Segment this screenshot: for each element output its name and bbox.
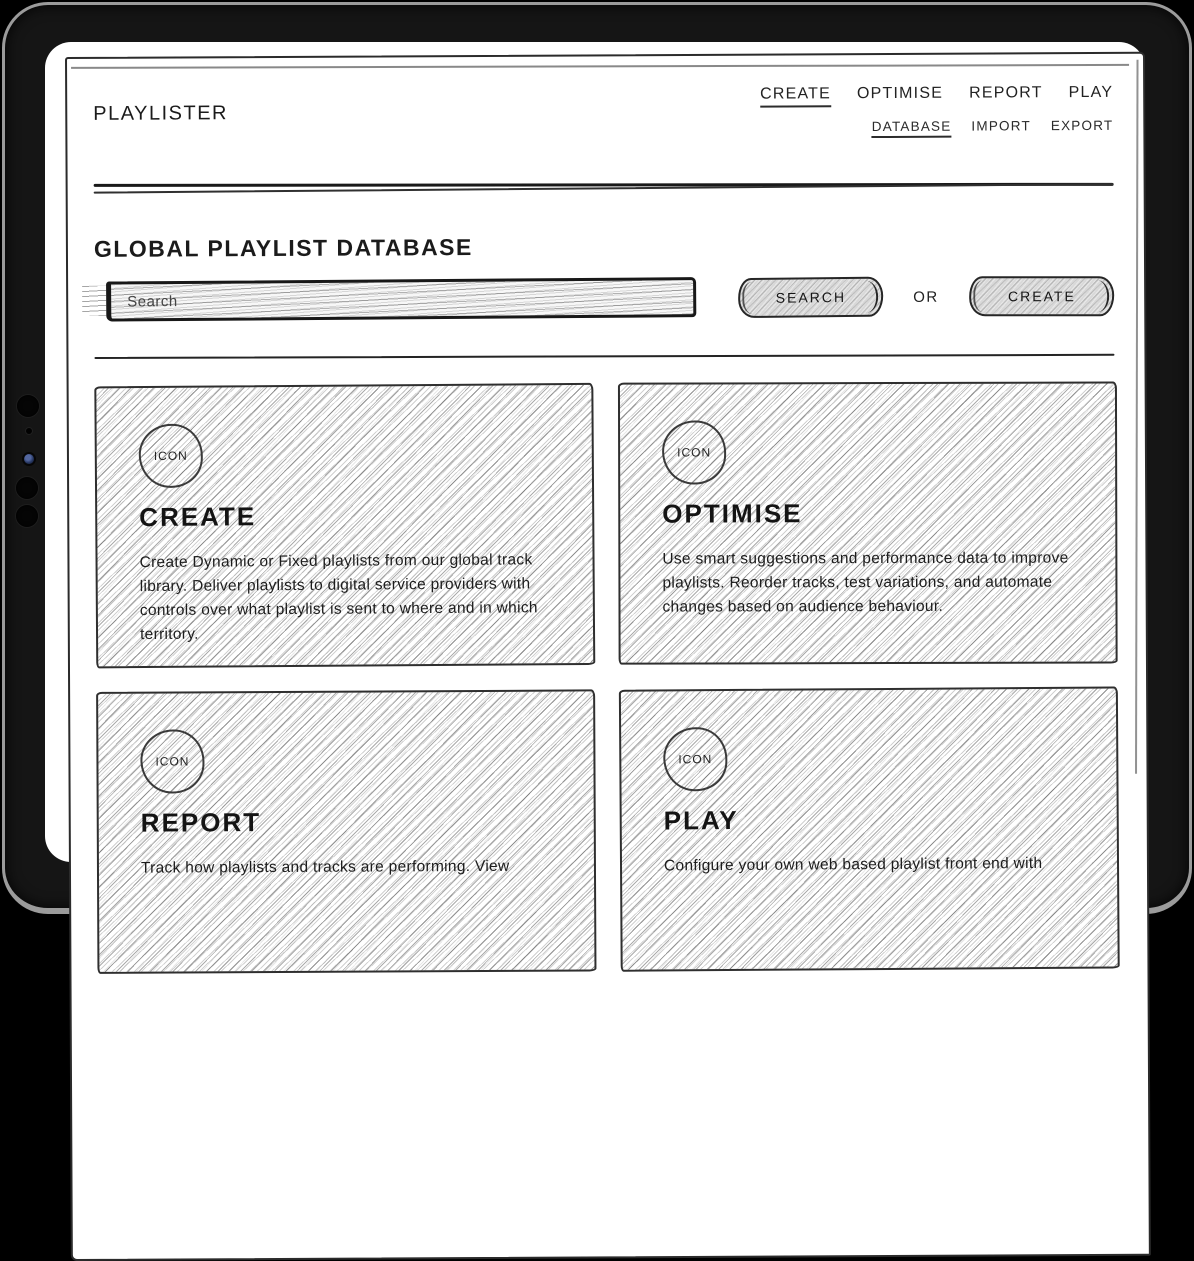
header-divider <box>94 179 1114 196</box>
card-report[interactable] <box>96 689 596 973</box>
tablet-screen <box>45 42 1145 877</box>
search-button[interactable]: SEARCH <box>738 277 884 318</box>
card-title: REPORT <box>140 807 262 838</box>
camera-sensor-dot <box>16 505 38 527</box>
camera-dot <box>26 428 32 434</box>
camera-sensor-dot <box>16 477 38 499</box>
page-header <box>67 54 1143 142</box>
icon-label: ICON <box>153 448 188 463</box>
placeholder-icon <box>139 424 203 488</box>
app-logo: PLAYLISTER <box>93 102 229 125</box>
tablet-frame <box>2 2 1192 914</box>
card-create[interactable] <box>94 383 595 668</box>
nav-item-optimise[interactable]: OPTIMISE <box>856 84 944 103</box>
nav-row-secondary <box>760 118 1113 139</box>
feature-cards-grid <box>95 381 1120 974</box>
card-description: Use smart suggestions and performance data to improve playlists. Reorder tracks, test variations, and automate changes based on audience behaviour. <box>662 549 1069 616</box>
card-description: Create Dynamic or Fixed playlists from our global track library. Deliver playlists to digital service providers with controls over what playlist is sent to where and in which territory. <box>139 551 538 644</box>
placeholder-icon <box>140 729 204 793</box>
wireframe-page <box>65 52 1151 1261</box>
card-play[interactable] <box>619 686 1120 971</box>
search-field-wrap <box>106 278 696 321</box>
card-title: PLAY <box>663 804 739 836</box>
nav-item-play[interactable]: PLAY <box>1068 83 1114 102</box>
icon-label: ICON <box>155 754 190 769</box>
nav-item-report[interactable]: REPORT <box>969 84 1043 102</box>
search-row <box>106 276 1114 321</box>
placeholder-icon <box>662 420 726 484</box>
create-button[interactable]: CREATE <box>969 276 1114 316</box>
nav-item-database[interactable]: DATABASE <box>872 119 952 138</box>
nav-item-import[interactable]: IMPORT <box>971 118 1031 134</box>
icon-label: ICON <box>677 445 712 460</box>
page-title: GLOBAL PLAYLIST DATABASE <box>93 234 473 262</box>
card-description: Configure your own web based playlist front end with <box>663 854 1043 875</box>
main-nav <box>760 84 1113 139</box>
icon-label: ICON <box>678 752 713 767</box>
or-label: OR <box>913 288 939 306</box>
card-description: Track how playlists and tracks are performing. View <box>140 857 510 877</box>
card-title: OPTIMISE <box>662 498 803 529</box>
search-input[interactable] <box>106 277 696 321</box>
section-divider <box>94 352 1114 362</box>
divider-line <box>94 354 1114 359</box>
sketch-scribble <box>82 286 106 316</box>
card-title: CREATE <box>139 501 257 533</box>
card-optimise[interactable] <box>618 381 1118 664</box>
placeholder-icon <box>663 727 727 791</box>
nav-item-export[interactable]: EXPORT <box>1050 117 1114 134</box>
camera-sensor-dot <box>17 395 39 417</box>
camera-lens-icon <box>24 454 34 464</box>
nav-row-primary <box>760 84 1113 108</box>
nav-item-create[interactable]: CREATE <box>760 85 831 107</box>
